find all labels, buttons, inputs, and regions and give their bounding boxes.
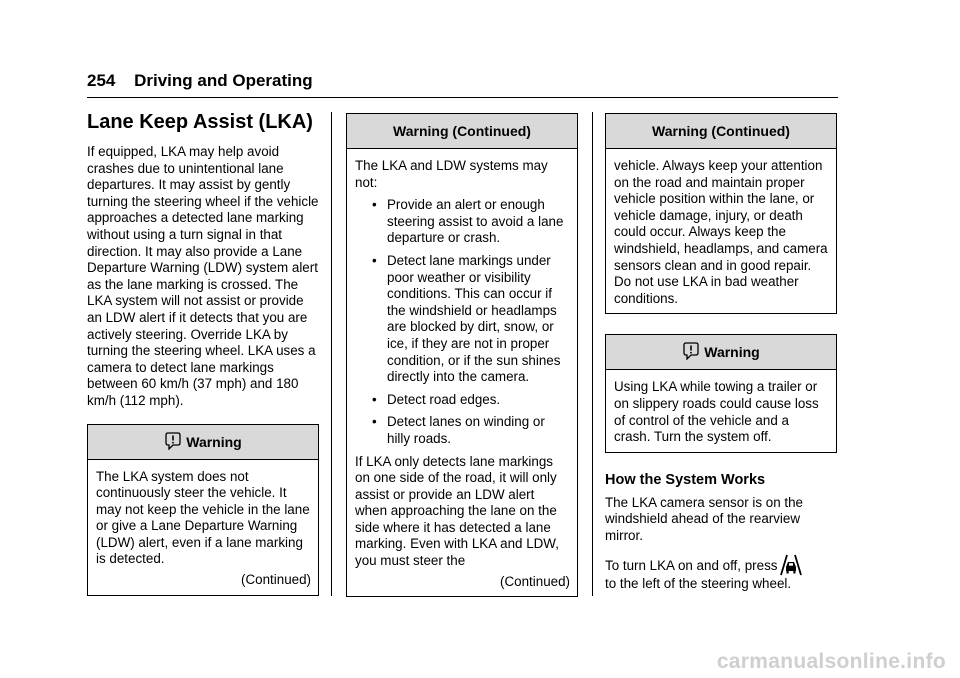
warning-box-continued: [605, 113, 837, 314]
column-3: [605, 113, 837, 592]
column-2: [346, 113, 578, 597]
warning-heading: Warning: [704, 344, 760, 361]
warning-body: vehicle. Always keep your attention on the road and maintain proper vehicle position within the lane, or vehicle damage, injury, or death could occur. Always keep the windshield, headlamps, and camera sensors clean and in good repair. Do not use LKA in bad weather conditions.: [614, 158, 828, 306]
how-paragraph-1: The LKA camera sensor is on the windshield ahead of the rearview mirror.: [605, 494, 803, 543]
lka-button-icon: [779, 554, 803, 576]
list-item: [355, 414, 570, 447]
bullet-dot: •: [372, 414, 377, 430]
page-number: 254: [87, 71, 116, 90]
section-title: Lane Keep Assist (LKA): [87, 111, 313, 133]
bullet-dot: •: [372, 252, 377, 268]
warning-box-1: [87, 424, 319, 596]
continued-label: (Continued): [241, 572, 311, 588]
warning-body: Using LKA while towing a trailer or on slippery roads could cause loss of control of the vehicle and a crash. Turn the system off.: [614, 379, 819, 445]
column-1: [87, 110, 319, 596]
header-divider: [87, 97, 838, 98]
watermark: carmanualsonline.info: [716, 650, 946, 673]
bullet-list: [355, 197, 570, 447]
list-item: [355, 197, 570, 247]
intro-paragraph: If equipped, LKA may help avoid crashes due to unintentional lane departures. It may assist by gently turning the steering wheel if the vehicle approaches a detected lane marking without using a turn signal in that direction. It may also provide a Lane Departure Warning (LDW) system alert as the lane marking is crossed. The LKA system will not assist or provide an LDW alert if it detects that you are actively steering. Override LKA by turning the steering wheel. LKA uses a camera to detect lane markings between 60 km/h (37 mph) and 180 km/h (112 mph).: [87, 144, 319, 408]
warning-icon: [682, 342, 700, 360]
bullet-text: Detect lane markings under poor weather or visibility conditions. This can occur if the windshield or headlamps are blocked by dirt, snow, or ice, if they are not in proper condition, or if the sun shines directly into the camera.: [387, 252, 561, 385]
continued-label: (Continued): [500, 573, 570, 589]
bullet-text: Provide an alert or enough steering assist to avoid a lane departure or crash.: [387, 197, 564, 246]
warning-body: The LKA system does not continuously steer the vehicle. It may not keep the vehicle in the lane or give a Lane Departure Warning (LDW) alert, even if a lane marking is detected.: [96, 468, 310, 567]
how-paragraph-2: [605, 554, 837, 593]
chapter-title: Driving and Operating: [134, 71, 313, 90]
column-divider-2: [592, 112, 593, 596]
warning-box-continued: [346, 113, 578, 597]
how-paragraph-2-end: to the left of the steering wheel.: [605, 575, 792, 591]
bullet-dot: •: [372, 197, 377, 213]
bullet-dot: •: [372, 391, 377, 407]
warning-heading: Warning: [186, 433, 242, 450]
bullet-text: Detect lanes on winding or hilly roads.: [387, 414, 545, 446]
bullet-text: Detect road edges.: [387, 391, 501, 407]
warning-header: [606, 335, 836, 370]
warning-box-2: [605, 334, 837, 452]
warning-tail: If LKA only detects lane markings on one side of the road, it will only assist or provide an LDW alert when approaching the lane on the side where it has detected a lane marking. Even with LKA and LDW, you must steer the: [355, 453, 559, 569]
page-header: [87, 71, 313, 91]
warning-lead: The LKA and LDW systems may not:: [355, 158, 548, 190]
list-item: [355, 253, 570, 386]
warning-header: [88, 425, 318, 460]
warning-header: Warning (Continued): [606, 114, 836, 149]
column-divider-1: [331, 112, 332, 596]
warning-icon: [164, 432, 182, 450]
subsection-title: How the System Works: [605, 471, 766, 488]
list-item: [355, 392, 570, 409]
warning-header: Warning (Continued): [347, 114, 577, 149]
how-paragraph-2-start: To turn LKA on and off, press: [605, 557, 778, 573]
